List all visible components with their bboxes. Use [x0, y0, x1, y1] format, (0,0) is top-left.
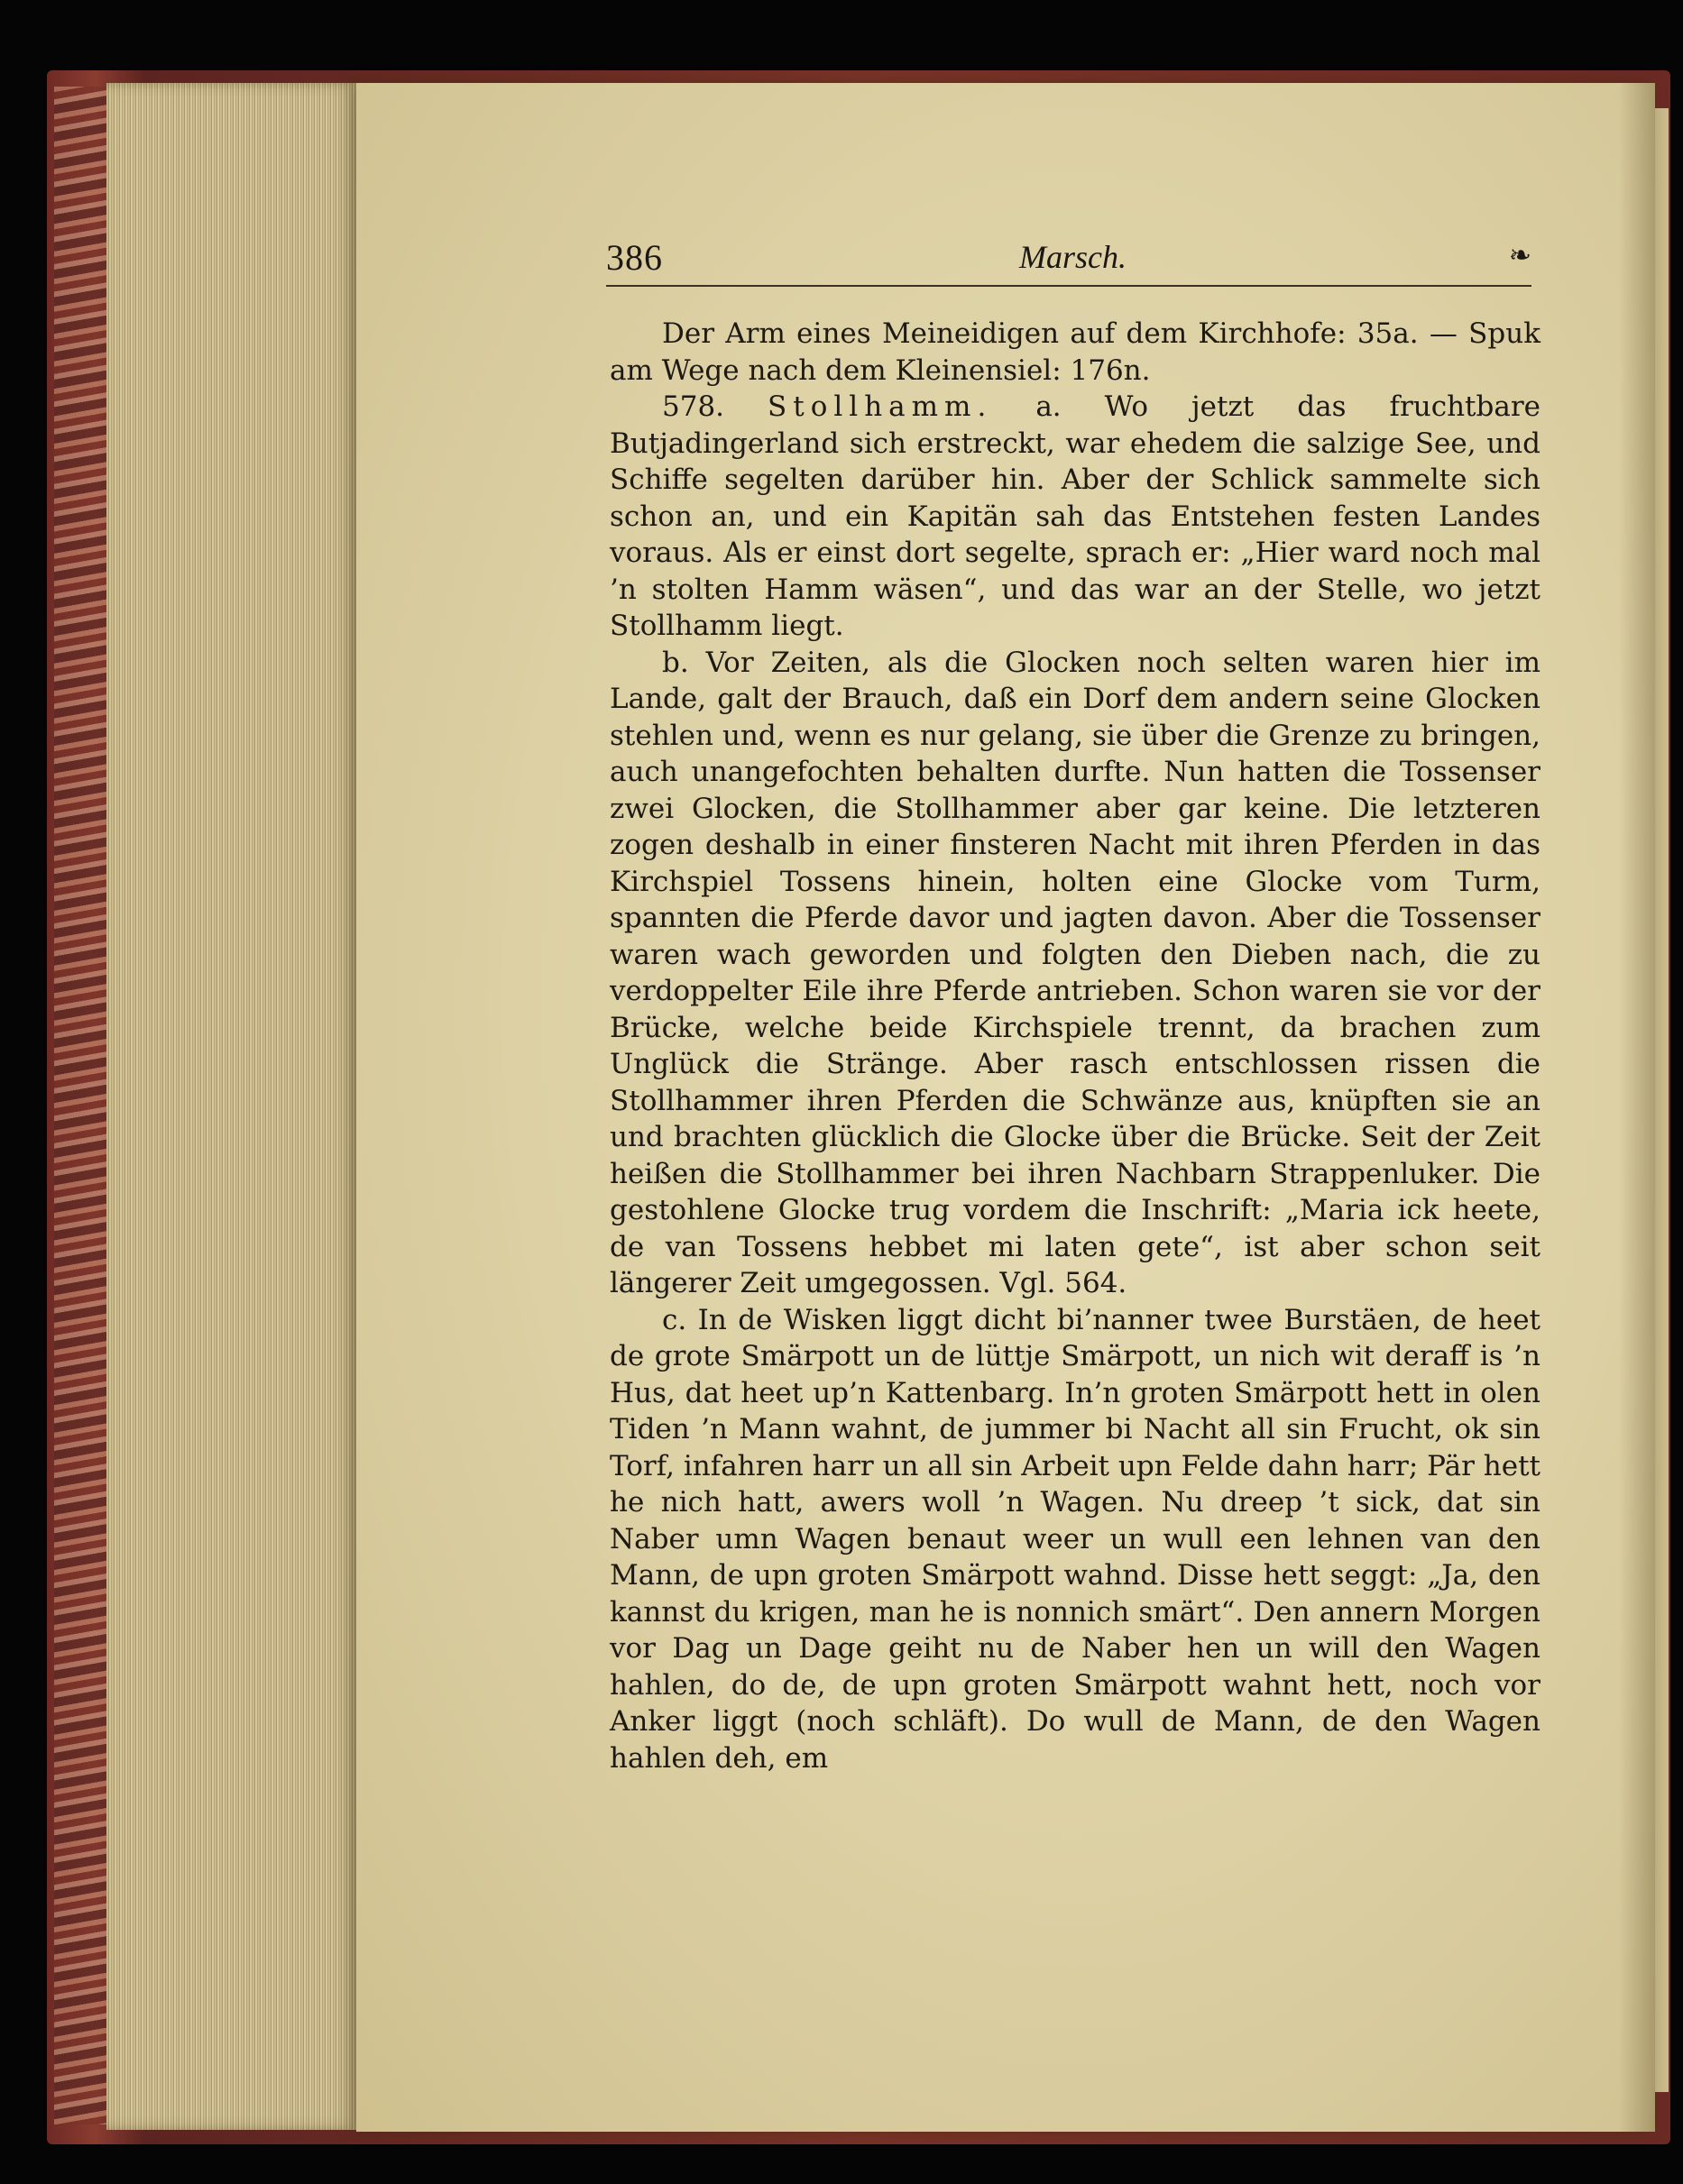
paragraph-578c — [610, 1302, 1540, 1777]
entry-title: Stollhamm. — [768, 390, 993, 423]
paragraph-578a — [610, 389, 1540, 645]
paragraph-text: Der Arm eines Meineidigen auf dem Kirchhofe: 35a. — Spuk am Wege nach dem Kleinensiel: 176n. — [610, 317, 1540, 387]
paragraph-text: a. Wo jetzt das fruchtbare Butjadingerland sich erstreckt, war ehedem die salzige See, und Schiffe segelten darüber hin. Aber der Schlick sammelte sich schon an, und ein Kapitän sah das Entstehen festen Landes voraus. Als er einst dort segelte, sprach er: „Hier ward noch mal ’n stolten Hamm wäsen“, und das war an der Stelle, wo jetzt Stollhamm liegt. — [610, 390, 1541, 642]
entry-number: 578. — [662, 390, 725, 423]
paragraph-text: b. Vor Zeiten, als die Glocken noch selten waren hier im Lande, galt der Brauch, daß ein Dorf dem andern seine Glocken stehlen und, wenn es nur gelang, sie über die Grenze zu bringen, auch unangefochten behalten durfte. Nun hatten die Tossenser zwei Glocken, die Stollhammer aber gar keine. Die letzteren zogen deshalb in einer finsteren Nacht mit ihren Pferden in das Kirchspiel Tossens hinein, holten eine Glocke vom Turm, spannten die Pferde davor und jagten davon. Aber die Tossenser waren wach geworden und folgten den Dieben nach, die zu verdoppelter Eile ihre Pferde antrieben. Schon waren sie vor der Brücke, welche beide Kirchspiele trennt, da brachen zum Unglück die Stränge. Aber rasch entschlossen rissen die Stollhammer ihren Pferden die Schwänze aus, knüpften sie an und brachten glücklich die Glocke über die Brücke. Seit der Zeit heißen die Stollhammer bei ihren Nachbarn Strappenluker. Die gestohlene Glocke trug vordem die Inschrift: „Maria ick heete, de van Tossens hebbet mi laten gete“, ist aber schon seit längerer Zeit umgegossen. Vgl. 564. — [610, 646, 1540, 1299]
header-rule — [606, 285, 1531, 287]
paragraph-cross-references — [610, 316, 1540, 389]
body-text — [610, 316, 1540, 1776]
page-header — [606, 236, 1531, 280]
ornament-icon: ❧ — [1508, 241, 1531, 271]
running-head: Marsch. — [1019, 239, 1127, 275]
paragraph-text: c. In de Wisken liggt dicht bi’nanner twee Burstäen, de heet de grote Smärpott un de lüttje Smärpott, un nich wit deraff is ’n Hus, dat heet up’n Kattenbarg. In’n groten Smärpott hett in olen Tiden ’n Mann wahnt, de jummer bi Nacht all sin Frucht, ok sin Torf, infahren harr un all sin Arbeit upn Felde dahn harr; Pär hett he nich hatt, awers woll ’n Wagen. Nu dreep ’t sick, dat sin Naber umn Wagen benaut weer un wull een lehnen van den Mann, de upn groten Smärpott wahnd. Disse hett seggt: „Ja, den kannst du krigen, man he is nonnich smärt“. Den annern Morgen vor Dag un Dage geiht nu de Naber hen un will den Wagen hahlen, do de, de upn groten Smärpott wahnt hett, noch vor Anker liggt (noch schläft). Do wull de Mann, de den Wagen hahlen deh, em — [610, 1303, 1540, 1775]
paragraph-578b — [610, 645, 1540, 1302]
page-block-edges — [106, 83, 368, 2130]
page-number: 386 — [606, 237, 663, 278]
